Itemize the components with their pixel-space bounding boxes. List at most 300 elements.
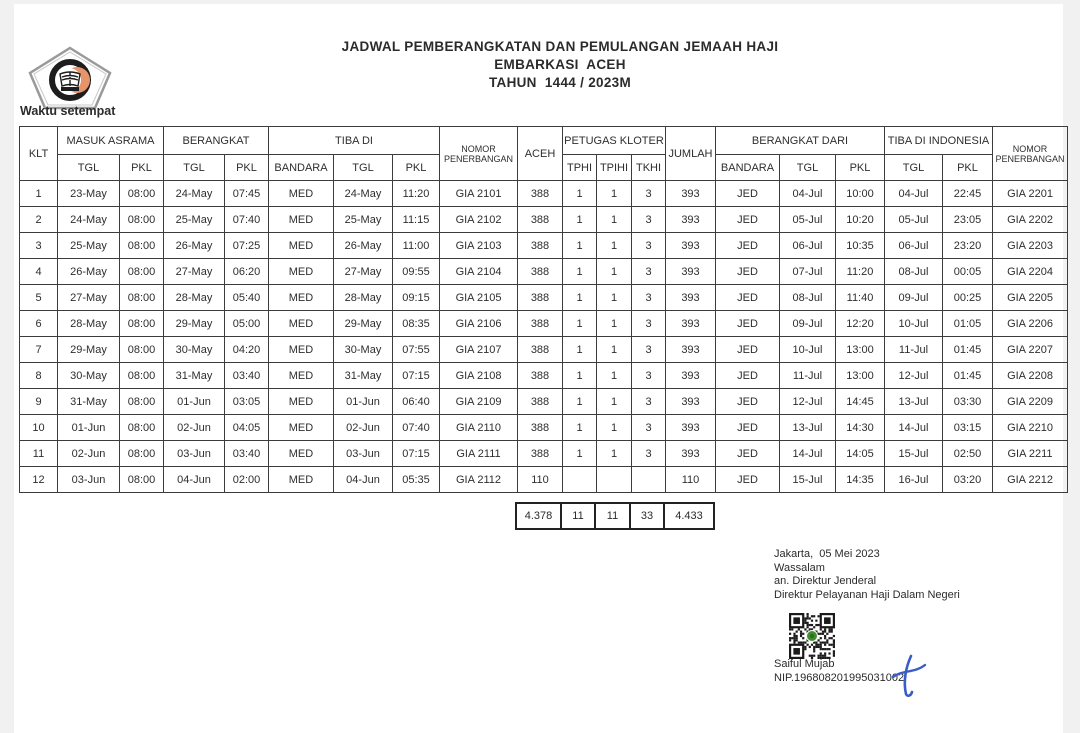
table-cell: 30-May xyxy=(164,337,225,363)
table-cell: 03-Jun xyxy=(334,441,393,467)
table-cell: 13-Jul xyxy=(885,389,943,415)
table-cell: 03:20 xyxy=(943,467,993,493)
table-cell: 393 xyxy=(666,311,716,337)
table-row xyxy=(20,181,1068,207)
table-cell: 388 xyxy=(518,363,563,389)
signature-place-date: Jakarta, 05 Mei 2023 xyxy=(774,548,880,560)
table-cell: 08:00 xyxy=(120,415,164,441)
signatory xyxy=(774,658,904,685)
col-group-tiba-di: TIBA DI xyxy=(269,127,440,155)
signatory-name: Saiful Mujab xyxy=(774,658,835,670)
totals-row xyxy=(515,502,715,530)
table-cell: 28-May xyxy=(334,285,393,311)
table-cell: JED xyxy=(716,337,780,363)
table-cell: JED xyxy=(716,389,780,415)
table-cell: 3 xyxy=(632,415,666,441)
table-cell: 24-May xyxy=(334,181,393,207)
table-cell: 02-Jun xyxy=(334,415,393,441)
table-cell: GIA 2209 xyxy=(993,389,1068,415)
total-jumlah: 4.433 xyxy=(664,503,714,529)
table-row xyxy=(20,441,1068,467)
table-cell: 1 xyxy=(597,259,632,285)
total-tpihi: 11 xyxy=(595,503,630,529)
table-cell: 393 xyxy=(666,363,716,389)
table-cell: 1 xyxy=(597,233,632,259)
local-time-note: Waktu setempat xyxy=(20,104,116,118)
table-cell: GIA 2203 xyxy=(993,233,1068,259)
table-cell: 07:15 xyxy=(393,441,440,467)
table-cell: 1 xyxy=(597,311,632,337)
table-cell: 07-Jul xyxy=(780,259,836,285)
table-row xyxy=(20,259,1068,285)
table-cell: 1 xyxy=(563,389,597,415)
table-cell: 1 xyxy=(563,207,597,233)
table-cell: 08-Jul xyxy=(780,285,836,311)
title-line-2: EMBARKASI ACEH xyxy=(494,57,626,72)
table-cell: 110 xyxy=(666,467,716,493)
table-cell: 03-Jun xyxy=(58,467,120,493)
table-cell: GIA 2210 xyxy=(993,415,1068,441)
table-cell: 393 xyxy=(666,207,716,233)
subcol-tphi: TPHI xyxy=(563,155,597,181)
subcol-bd-pkl: PKL xyxy=(836,155,885,181)
table-cell: 110 xyxy=(518,467,563,493)
subcol-tiba-pkl: PKL xyxy=(393,155,440,181)
table-cell: 10-Jul xyxy=(885,311,943,337)
blue-pen-paraf-icon xyxy=(890,653,928,699)
subcol-ti-pkl: PKL xyxy=(943,155,993,181)
table-cell: 27-May xyxy=(334,259,393,285)
table-row xyxy=(20,233,1068,259)
table-cell: JED xyxy=(716,285,780,311)
table-cell: 4 xyxy=(20,259,58,285)
table-cell: 393 xyxy=(666,181,716,207)
schedule-table xyxy=(19,126,1068,493)
table-cell: GIA 2108 xyxy=(440,363,518,389)
subcol-ber-tgl: TGL xyxy=(164,155,225,181)
table-cell: 25-May xyxy=(58,233,120,259)
table-cell: 11:40 xyxy=(836,285,885,311)
table-cell: GIA 2206 xyxy=(993,311,1068,337)
table-cell: 04-Jun xyxy=(334,467,393,493)
table-cell: 01:05 xyxy=(943,311,993,337)
table-row xyxy=(20,207,1068,233)
col-header-klt: KLT xyxy=(20,127,58,181)
table-cell: 25-May xyxy=(164,207,225,233)
table-cell: 27-May xyxy=(58,285,120,311)
table-cell: 06-Jul xyxy=(885,233,943,259)
subcol-ber-pkl: PKL xyxy=(225,155,269,181)
table-cell: 09:55 xyxy=(393,259,440,285)
table-cell: 10:35 xyxy=(836,233,885,259)
table-cell: MED xyxy=(269,311,334,337)
table-cell: 01-Jun xyxy=(334,389,393,415)
table-cell: 12:20 xyxy=(836,311,885,337)
table-cell: 10-Jul xyxy=(780,337,836,363)
table-cell: 29-May xyxy=(164,311,225,337)
subcol-tkhi: TKHI xyxy=(632,155,666,181)
table-cell: 393 xyxy=(666,415,716,441)
table-cell: 388 xyxy=(518,441,563,467)
table-cell: 08:00 xyxy=(120,285,164,311)
table-cell: 04:20 xyxy=(225,337,269,363)
table-cell: JED xyxy=(716,311,780,337)
table-cell: 07:40 xyxy=(393,415,440,441)
table-cell: 388 xyxy=(518,337,563,363)
title-line-3: TAHUN 1444 / 2023M xyxy=(488,75,631,90)
table-cell: 1 xyxy=(20,181,58,207)
table-cell: GIA 2211 xyxy=(993,441,1068,467)
table-cell: 08:00 xyxy=(120,467,164,493)
table-cell: 07:15 xyxy=(393,363,440,389)
table-cell: 388 xyxy=(518,415,563,441)
subcol-bd-tgl: TGL xyxy=(780,155,836,181)
table-cell: 1 xyxy=(563,259,597,285)
table-cell: 11:15 xyxy=(393,207,440,233)
table-row xyxy=(20,285,1068,311)
subcol-tpihi: TPIHI xyxy=(597,155,632,181)
table-cell: MED xyxy=(269,181,334,207)
table-cell: 01-Jun xyxy=(164,389,225,415)
table-cell: 09-Jul xyxy=(885,285,943,311)
table-cell: 13-Jul xyxy=(780,415,836,441)
table-cell xyxy=(563,467,597,493)
table-cell: MED xyxy=(269,415,334,441)
table-cell: 01-Jun xyxy=(58,415,120,441)
table-cell: MED xyxy=(269,259,334,285)
table-cell: 09:15 xyxy=(393,285,440,311)
subcol-bd-bandara: BANDARA xyxy=(716,155,780,181)
signatory-nip: NIP.196808201995031002 xyxy=(774,671,905,684)
table-cell: 3 xyxy=(20,233,58,259)
total-tphi: 11 xyxy=(561,503,595,529)
table-cell: 07:45 xyxy=(225,181,269,207)
table-cell: 26-May xyxy=(58,259,120,285)
table-cell: 31-May xyxy=(58,389,120,415)
table-cell: 00:25 xyxy=(943,285,993,311)
table-cell: GIA 2101 xyxy=(440,181,518,207)
table-cell: 05:00 xyxy=(225,311,269,337)
signature-position: Direktur Pelayanan Haji Dalam Negeri xyxy=(774,588,960,601)
table-cell: 31-May xyxy=(334,363,393,389)
table-cell: GIA 2110 xyxy=(440,415,518,441)
table-cell: 1 xyxy=(563,441,597,467)
table-cell: 05-Jul xyxy=(885,207,943,233)
table-cell: GIA 2104 xyxy=(440,259,518,285)
table-cell: GIA 2207 xyxy=(993,337,1068,363)
table-cell: 7 xyxy=(20,337,58,363)
table-cell: JED xyxy=(716,363,780,389)
table-cell: 13:00 xyxy=(836,363,885,389)
subcol-ti-tgl: TGL xyxy=(885,155,943,181)
table-cell: 11:00 xyxy=(393,233,440,259)
table-cell: 393 xyxy=(666,337,716,363)
col-group-berangkat-dari: BERANGKAT DARI xyxy=(716,127,885,155)
table-cell: 14:45 xyxy=(836,389,885,415)
table-cell: 12-Jul xyxy=(885,363,943,389)
table-cell: 6 xyxy=(20,311,58,337)
table-cell: 15-Jul xyxy=(780,467,836,493)
table-row xyxy=(20,311,1068,337)
table-cell: 06:20 xyxy=(225,259,269,285)
table-cell: GIA 2106 xyxy=(440,311,518,337)
table-cell: MED xyxy=(269,233,334,259)
table-cell: 03:40 xyxy=(225,363,269,389)
table-cell: 1 xyxy=(597,363,632,389)
table-cell: JED xyxy=(716,259,780,285)
table-cell: 14:35 xyxy=(836,467,885,493)
table-cell: 02:50 xyxy=(943,441,993,467)
table-cell: 8 xyxy=(20,363,58,389)
table-cell: 08:35 xyxy=(393,311,440,337)
table-cell: 3 xyxy=(632,259,666,285)
table-cell: 24-May xyxy=(164,181,225,207)
col-header-aceh: ACEH xyxy=(518,127,563,181)
table-cell: 30-May xyxy=(334,337,393,363)
table-cell: 388 xyxy=(518,389,563,415)
table-cell: 28-May xyxy=(58,311,120,337)
table-cell: 27-May xyxy=(164,259,225,285)
subcol-ma-tgl: TGL xyxy=(58,155,120,181)
table-cell: 29-May xyxy=(334,311,393,337)
table-cell: 02-Jun xyxy=(164,415,225,441)
table-cell: 3 xyxy=(632,181,666,207)
table-cell: 12 xyxy=(20,467,58,493)
table-cell: MED xyxy=(269,389,334,415)
table-cell: 1 xyxy=(597,337,632,363)
col-group-petugas-kloter: PETUGAS KLOTER xyxy=(563,127,666,155)
table-cell: 02:00 xyxy=(225,467,269,493)
table-cell: 13:00 xyxy=(836,337,885,363)
col-header-nomor-penerbangan: NOMOR PENERBANGAN xyxy=(440,127,518,181)
table-cell: 23:05 xyxy=(943,207,993,233)
table-cell: 04:05 xyxy=(225,415,269,441)
table-cell: 02-Jun xyxy=(58,441,120,467)
table-cell: 1 xyxy=(597,285,632,311)
col-header-nomor-penerbangan-2: NOMOR PENERBANGAN xyxy=(993,127,1068,181)
table-cell: 29-May xyxy=(58,337,120,363)
table-cell: MED xyxy=(269,285,334,311)
table-cell: 1 xyxy=(563,415,597,441)
table-cell: 3 xyxy=(632,207,666,233)
table-cell: 03:15 xyxy=(943,415,993,441)
table-cell: GIA 2204 xyxy=(993,259,1068,285)
table-cell: 08:00 xyxy=(120,441,164,467)
table-cell: 10:00 xyxy=(836,181,885,207)
table-cell: 2 xyxy=(20,207,58,233)
table-cell: 1 xyxy=(563,311,597,337)
table-cell: 388 xyxy=(518,207,563,233)
subcol-ma-pkl: PKL xyxy=(120,155,164,181)
table-cell: 393 xyxy=(666,441,716,467)
table-header xyxy=(20,127,1068,181)
table-cell: 01:45 xyxy=(943,363,993,389)
table-cell: JED xyxy=(716,441,780,467)
table-cell: 14:05 xyxy=(836,441,885,467)
table-row xyxy=(20,467,1068,493)
table-cell: 388 xyxy=(518,259,563,285)
table-cell: MED xyxy=(269,337,334,363)
table-cell: 11-Jul xyxy=(780,363,836,389)
table-cell: 11:20 xyxy=(836,259,885,285)
table-cell: 393 xyxy=(666,259,716,285)
table-cell: 26-May xyxy=(164,233,225,259)
table-cell: 1 xyxy=(563,285,597,311)
table-cell: 08:00 xyxy=(120,233,164,259)
table-cell: 23-May xyxy=(58,181,120,207)
table-cell: 388 xyxy=(518,181,563,207)
table-cell: 3 xyxy=(632,441,666,467)
qr-code-icon xyxy=(789,613,835,659)
table-cell: 11 xyxy=(20,441,58,467)
table-cell: 00:05 xyxy=(943,259,993,285)
table-cell: JED xyxy=(716,233,780,259)
table-cell: 9 xyxy=(20,389,58,415)
table-cell: MED xyxy=(269,467,334,493)
table-row xyxy=(20,363,1068,389)
signature-on-behalf: an. Direktur Jenderal xyxy=(774,575,877,587)
table-cell: 1 xyxy=(563,233,597,259)
table-cell: GIA 2102 xyxy=(440,207,518,233)
table-cell: 388 xyxy=(518,285,563,311)
table-cell: JED xyxy=(716,207,780,233)
table-row xyxy=(20,337,1068,363)
table-cell: 1 xyxy=(563,181,597,207)
table-cell: 16-Jul xyxy=(885,467,943,493)
kemenag-logo-icon xyxy=(28,46,112,110)
table-cell: GIA 2112 xyxy=(440,467,518,493)
table-cell: 05-Jul xyxy=(780,207,836,233)
table-cell: 14-Jul xyxy=(780,441,836,467)
table-cell xyxy=(632,467,666,493)
table-cell: 07:25 xyxy=(225,233,269,259)
table-cell: GIA 2111 xyxy=(440,441,518,467)
table-cell: GIA 2105 xyxy=(440,285,518,311)
table-cell: 04-Jun xyxy=(164,467,225,493)
table-cell: JED xyxy=(716,467,780,493)
table-body xyxy=(20,181,1068,493)
table-cell: 393 xyxy=(666,233,716,259)
table-cell: 06-Jul xyxy=(780,233,836,259)
table-cell: 07:40 xyxy=(225,207,269,233)
table-cell: 393 xyxy=(666,389,716,415)
table-cell: GIA 2107 xyxy=(440,337,518,363)
table-cell: 3 xyxy=(632,311,666,337)
table-cell: 03-Jun xyxy=(164,441,225,467)
table-cell: MED xyxy=(269,441,334,467)
table-cell: 1 xyxy=(597,441,632,467)
table-cell: 3 xyxy=(632,337,666,363)
table-cell: JED xyxy=(716,415,780,441)
table-cell: 04-Jul xyxy=(885,181,943,207)
subcol-tiba-tgl: TGL xyxy=(334,155,393,181)
table-cell: GIA 2202 xyxy=(993,207,1068,233)
table-cell: 14:30 xyxy=(836,415,885,441)
table-cell: 05:40 xyxy=(225,285,269,311)
table-cell: 10:20 xyxy=(836,207,885,233)
table-cell: 388 xyxy=(518,311,563,337)
table-cell: 5 xyxy=(20,285,58,311)
table-cell: 1 xyxy=(563,337,597,363)
table-cell: GIA 2109 xyxy=(440,389,518,415)
signature-block xyxy=(774,548,960,602)
table-cell: 1 xyxy=(597,415,632,441)
table-cell: 26-May xyxy=(334,233,393,259)
table-cell: 08-Jul xyxy=(885,259,943,285)
table-cell: GIA 2208 xyxy=(993,363,1068,389)
table-cell: GIA 2103 xyxy=(440,233,518,259)
signature-salutation: Wassalam xyxy=(774,561,825,574)
table-cell xyxy=(597,467,632,493)
table-cell: 393 xyxy=(666,285,716,311)
table-row xyxy=(20,389,1068,415)
table-cell: 08:00 xyxy=(120,363,164,389)
table-cell: 14-Jul xyxy=(885,415,943,441)
table-cell: 05:35 xyxy=(393,467,440,493)
table-cell: 28-May xyxy=(164,285,225,311)
table-cell: MED xyxy=(269,363,334,389)
table-cell: 03:05 xyxy=(225,389,269,415)
table-cell: 03:30 xyxy=(943,389,993,415)
table-cell: 03:40 xyxy=(225,441,269,467)
table-cell: 31-May xyxy=(164,363,225,389)
table-cell: 08:00 xyxy=(120,259,164,285)
table-cell: 1 xyxy=(563,363,597,389)
table-cell: 07:55 xyxy=(393,337,440,363)
title-line-1: JADWAL PEMBERANGKATAN DAN PEMULANGAN JEMAAH HAJI xyxy=(341,39,779,54)
document-title xyxy=(280,38,840,92)
table-cell: 1 xyxy=(597,181,632,207)
col-group-masuk-asrama: MASUK ASRAMA xyxy=(58,127,164,155)
table-cell: MED xyxy=(269,207,334,233)
table-cell: 06:40 xyxy=(393,389,440,415)
table-cell: 08:00 xyxy=(120,337,164,363)
table-cell: 388 xyxy=(518,233,563,259)
table-cell: JED xyxy=(716,181,780,207)
table-cell: 23:20 xyxy=(943,233,993,259)
col-header-jumlah: JUMLAH xyxy=(666,127,716,181)
table-cell: 10 xyxy=(20,415,58,441)
total-aceh: 4.378 xyxy=(516,503,561,529)
table-cell: GIA 2205 xyxy=(993,285,1068,311)
table-cell: 01:45 xyxy=(943,337,993,363)
table-cell: 09-Jul xyxy=(780,311,836,337)
table-cell: 22:45 xyxy=(943,181,993,207)
table-cell: 08:00 xyxy=(120,181,164,207)
table-cell: 04-Jul xyxy=(780,181,836,207)
table-cell: 08:00 xyxy=(120,389,164,415)
table-cell: 11-Jul xyxy=(885,337,943,363)
table-cell: 1 xyxy=(597,389,632,415)
table-cell: 25-May xyxy=(334,207,393,233)
table-row xyxy=(20,415,1068,441)
table-cell: 15-Jul xyxy=(885,441,943,467)
table-cell: 24-May xyxy=(58,207,120,233)
table-cell: 3 xyxy=(632,285,666,311)
table-cell: 1 xyxy=(597,207,632,233)
table-cell: 30-May xyxy=(58,363,120,389)
table-cell: 3 xyxy=(632,233,666,259)
table-cell: 08:00 xyxy=(120,311,164,337)
table-cell: 3 xyxy=(632,363,666,389)
total-tkhi: 33 xyxy=(630,503,664,529)
col-group-berangkat: BERANGKAT xyxy=(164,127,269,155)
table-cell: 11:20 xyxy=(393,181,440,207)
col-group-tiba-di-indonesia: TIBA DI INDONESIA xyxy=(885,127,993,155)
table-cell: GIA 2201 xyxy=(993,181,1068,207)
table-cell: 12-Jul xyxy=(780,389,836,415)
table-cell: 08:00 xyxy=(120,207,164,233)
